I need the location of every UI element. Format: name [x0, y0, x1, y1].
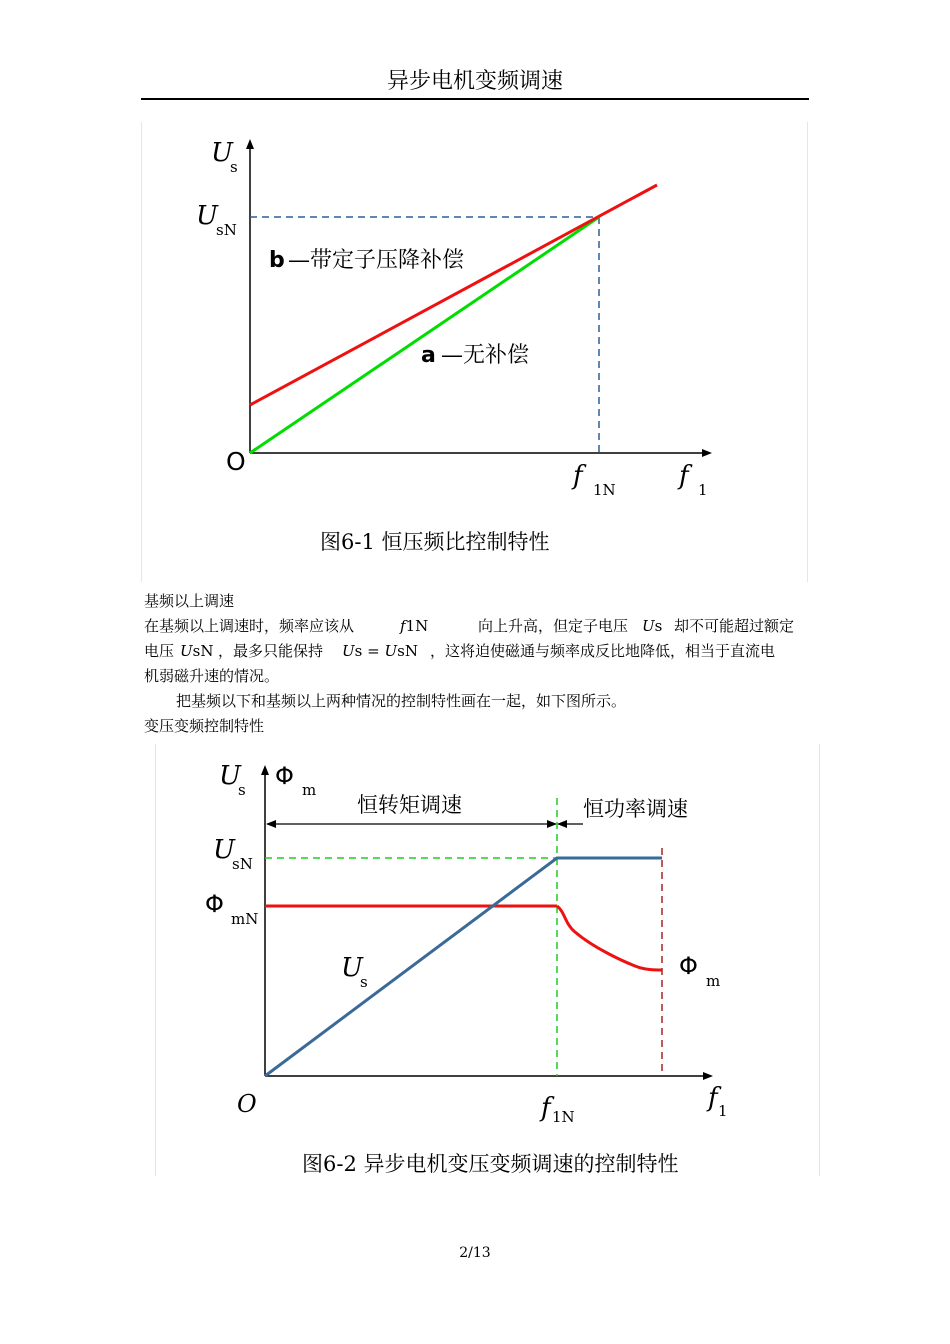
para1-l1-f: f	[400, 617, 406, 635]
heading-above-base-frequency: 基频以上调速	[144, 592, 235, 610]
fig1-label-b-letter: b	[269, 248, 285, 273]
fig2-x-axis-label: f	[708, 1083, 718, 1113]
fig1-label-a-text: —无补偿	[441, 343, 530, 368]
figure-1-caption: 图6-1 恒压频比控制特性	[320, 530, 550, 554]
para1-l1-c: 却不可能超过额定	[674, 617, 795, 635]
fig2-us-line-label: U	[341, 953, 363, 983]
body-text	[144, 589, 808, 739]
figure-2-caption: 图6-2 异步电机变压变频调速的控制特性	[302, 1152, 679, 1176]
para1-l1-u-tail: s	[654, 617, 663, 635]
fig2-y-axis-label: U	[219, 761, 241, 791]
figure-1-chart	[141, 122, 808, 582]
fig2-y-axis-phi-sub: m	[302, 781, 317, 799]
para1-l2-u3-tail: sN	[397, 642, 418, 660]
para1-l1-u: U	[642, 617, 655, 635]
fig2-f1n-sub: 1N	[552, 1108, 575, 1126]
fig2-y-axis-phi: Φ	[275, 762, 294, 790]
para1-l2-u2-tail: s	[354, 642, 363, 660]
fig2-region-left: 恒转矩调速	[357, 793, 462, 817]
fig1-usn-label: U	[196, 201, 218, 231]
para1-l2-a: 电压	[144, 642, 175, 660]
fig2-phimn-sub: mN	[231, 910, 259, 928]
fig1-y-axis-sub: s	[230, 158, 238, 176]
page-number: 2/13	[459, 1245, 491, 1261]
para2: 把基频以下和基频以上两种情况的控制特性画在一起，如下图所示。	[176, 692, 627, 710]
para1-line1	[144, 614, 808, 639]
fig2-phim-curve-label: Φ	[679, 952, 698, 980]
para1-l2-eq-sign: =	[367, 642, 380, 660]
para1-l1-us	[642, 614, 662, 639]
para1-l2-u3: U	[384, 642, 398, 660]
fig1-origin: O	[226, 447, 246, 476]
para1-line2	[144, 639, 808, 664]
para1-l1-f1n	[400, 614, 428, 639]
fig2-y-axis-sub: s	[238, 781, 246, 799]
fig2-usn-sub: sN	[232, 855, 253, 873]
fig2-phi-weakening-curve	[557, 906, 662, 970]
fig1-label-b-text: —带定子压降补偿	[288, 248, 465, 273]
fig2-us-line-sub: s	[360, 973, 368, 991]
fig2-origin: O	[237, 1090, 257, 1118]
figure-1	[141, 122, 808, 582]
fig2-x-axis-sub: 1	[718, 1102, 728, 1120]
figure-2-chart	[155, 744, 820, 1176]
fig2-usn-label: U	[213, 835, 235, 865]
para1-l2-u2: U	[342, 642, 355, 660]
figure-2	[155, 744, 820, 1176]
para1-l1-b: 向上升高，但定子电压	[478, 617, 629, 635]
para1-line3: 机弱磁升速的情况。	[144, 667, 280, 685]
fig1-line-b	[250, 185, 657, 405]
para1-l2-eq	[342, 639, 418, 664]
fig2-region-right: 恒功率调速	[583, 797, 688, 821]
para1-l2-usn	[180, 639, 213, 664]
para1-l2-u: U	[180, 642, 193, 660]
fig1-label-a-letter: a	[421, 343, 436, 368]
para1-l2-c: ，这将迫使磁通与频率成反比地降低，相当于直流电	[430, 642, 776, 660]
para1-l1-a: 在基频以上调速时，频率应该从	[144, 617, 355, 635]
fig2-phimn-label: Φ	[205, 890, 224, 918]
fig2-phim-curve-sub: m	[706, 972, 721, 990]
fig1-f1n-label: f	[573, 461, 583, 491]
fig2-f1n-label: f	[541, 1093, 551, 1123]
header-title: 异步电机变频调速	[386, 69, 563, 94]
fig1-x-axis-label: f	[679, 461, 689, 491]
fig1-usn-sub: sN	[216, 221, 237, 239]
para1-l2-u-tail: sN	[192, 642, 214, 660]
para1-l2-b: ，最多只能保持	[218, 642, 324, 660]
header-rule	[141, 98, 809, 100]
fig1-y-axis-label: U	[211, 138, 233, 168]
fig1-f1n-sub: 1N	[593, 481, 616, 499]
fig1-x-axis-sub: 1	[698, 481, 708, 499]
heading-vvvf-characteristics: 变压变频控制特性	[144, 717, 265, 735]
fig2-us-line	[265, 858, 662, 1076]
para1-l1-f-tail: 1N	[405, 617, 429, 635]
